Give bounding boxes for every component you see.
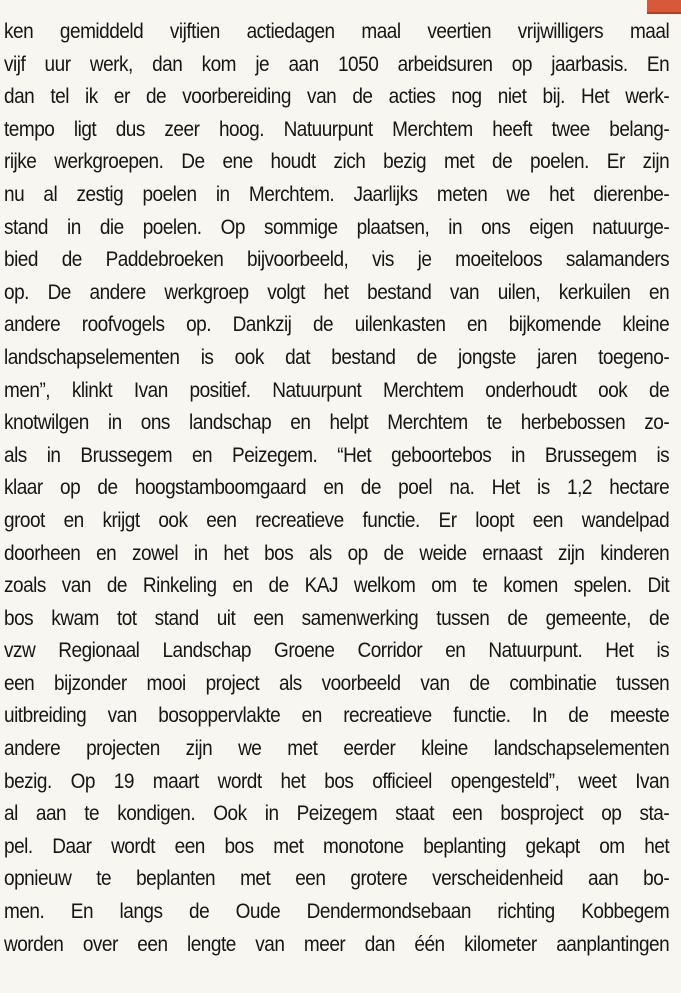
article-line: uitbreiding van bosoppervlakte en recreatieve functie. In de meeste [4,704,670,728]
article-line: bezig. Op 19 maart wordt het bos officieel opengesteld”, weet Ivan [4,769,670,793]
article-line: men”, klinkt Ivan positief. Natuurpunt Merchtem onderhoudt ook de [4,378,670,402]
article-line: als in Brussegem en Peizegem. “Het geboortebos in Brussegem is [4,443,670,467]
article-line: klaar op de hoogstamboomgaard en de poel na. Het is 1,2 hectare [4,476,670,500]
article-line: tempo ligt dus zeer hoog. Natuurpunt Merchtem heeft twee belang- [4,117,670,141]
page-corner-color-mark [647,0,681,14]
article-line: stand in die poelen. Op sommige plaatsen, in ons eigen natuurge- [4,215,670,239]
article-line: dan tel ik er de voorbereiding van de acties nog niet bij. Het werk- [4,85,670,109]
article-line: vzw Regionaal Landschap Groene Corridor en Natuurpunt. Het is [4,639,670,663]
article-line: al aan te kondigen. Ook in Peizegem staat een bosproject op sta- [4,802,670,826]
article-line: andere projecten zijn we met eerder kleine landschapselementen [4,737,670,761]
article-line: opnieuw te beplanten met een grotere verscheidenheid aan bo- [4,867,670,891]
article-line: ken gemiddeld vijftien actiedagen maal veertien vrijwilligers maal [4,20,670,43]
article-line: doorheen en zowel in het bos als op de weide ernaast zijn kinderen [4,541,670,565]
article-line: andere roofvogels op. Dankzij de uilenkasten en bijkomende kleine [4,313,670,337]
article-line: rijke werkgroepen. De ene houdt zich bezig met de poelen. Er zijn [4,150,670,174]
article-line: een bijzonder mooi project als voorbeeld van de combinatie tussen [4,671,670,695]
article-line: groot en krijgt ook een recreatieve functie. Er loopt een wandelpad [4,508,670,532]
article-line: bied de Paddebroeken bijvoorbeeld, vis je moeiteloos salamanders [4,248,670,272]
article-line: pel. Daar wordt een bos met monotone beplanting gekapt om het [4,834,670,858]
article-line: vijf uur werk, dan kom je aan 1050 arbeidsuren op jaarbasis. En [4,52,670,76]
article-line: landschapselementen is ook dat bestand de jongste jaren toegeno- [4,345,670,369]
article-line: zoals van de Rinkeling en de KAJ welkom om te komen spelen. Dit [4,574,670,598]
article-line: men. En langs de Oude Dendermondsebaan richting Kobbegem [4,900,670,924]
article-line: knotwilgen in ons landschap en helpt Merchtem te herbebossen zo- [4,411,670,435]
article-line: worden over een lengte van meer dan één kilometer aanplantingen [4,932,670,956]
article-body-text [4,16,672,961]
article-line: bos kwam tot stand uit een samenwerking tussen de gemeente, de [4,606,670,630]
article-line: nu al zestig poelen in Merchtem. Jaarlijks meten we het dierenbe- [4,182,670,206]
article-line: op. De andere werkgroep volgt het bestand van uilen, kerkuilen en [4,280,670,304]
